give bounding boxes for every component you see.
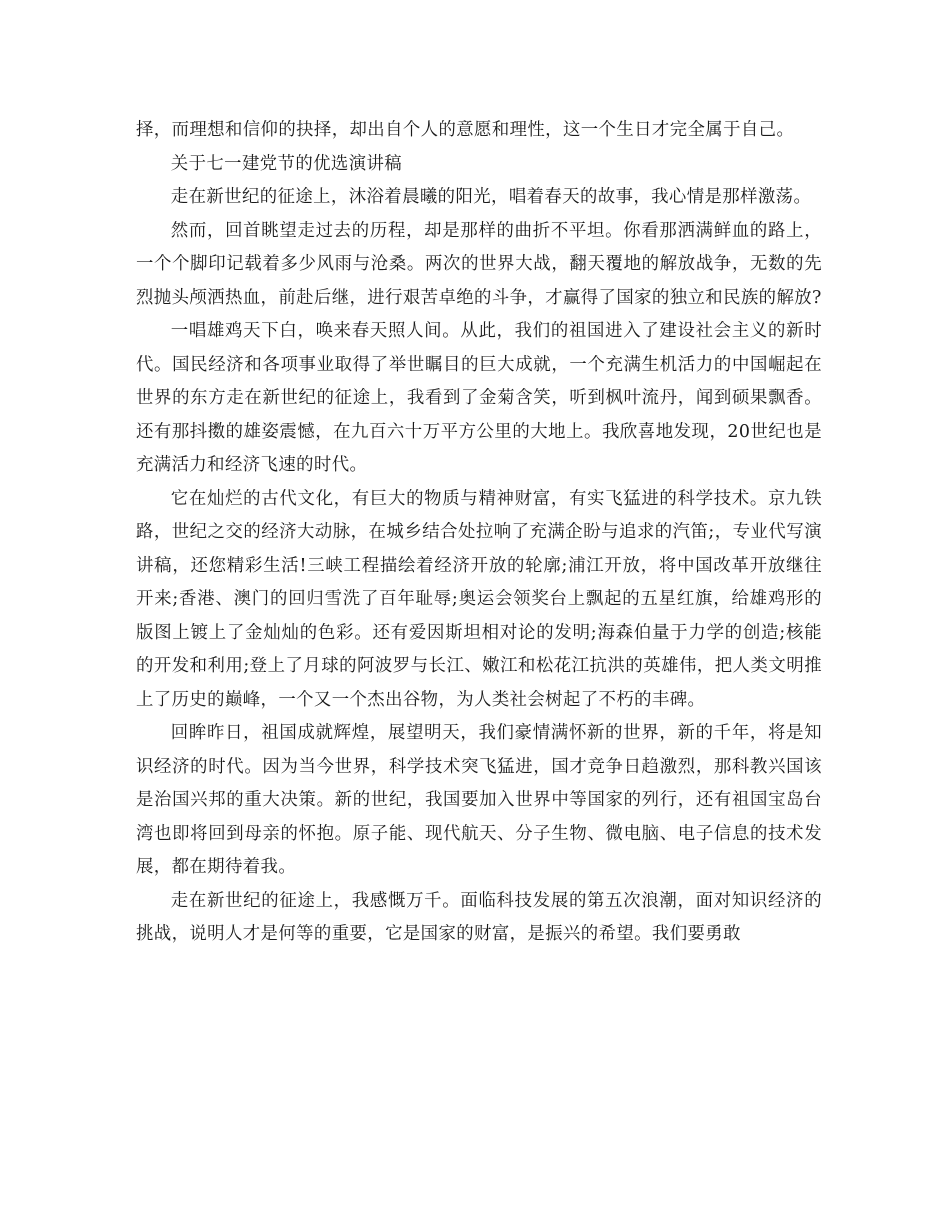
document-page [136, 114, 822, 952]
paragraph-continuation: 择，而理想和信仰的抉择，却出自个人的意愿和理性，这一个生日才完全属于自己。 [136, 120, 795, 140]
paragraph: 走在新世纪的征途上，我感慨万千。面临科技发展的第五次浪潮，面对知识经济的挑战，说明人才是何等的重要，它是国家的财富，是振兴的希望。我们要勇敢 [136, 890, 822, 944]
paragraph: 一唱雄鸡天下白，唤来春天照人间。从此，我们的祖国进入了建设社会主义的新时代。国民经济和各项事业取得了举世瞩目的巨大成就，一个充满生机活力的中国崛起在世界的东方走在新世纪的征途上，我看到了金菊含笑，听到枫叶流丹，闻到硕果飘香。还有那抖擞的雄姿震憾，在九百六十万平方公里的大地上。我欣喜地发现，20世纪也是充满活力和经济飞速的时代。 [136, 321, 822, 475]
paragraph: 回眸昨日，祖国成就辉煌，展望明天，我们豪情满怀新的世界，新的千年，将是知识经济的时代。因为当今世界，科学技术突飞猛进，国才竞争日趋激烈，那科教兴国该是治国兴邦的重大决策。新的世纪，我国要加入世界中等国家的列行，还有祖国宝岛台湾也即将回到母亲的怀抱。原子能、现代航天、分子生物、微电脑、电子信息的技术发展，都在期待着我。 [136, 723, 822, 877]
section-title: 关于七一建党节的优选演讲稿 [170, 153, 403, 174]
paragraph: 然而，回首眺望走过去的历程，却是那样的曲折不平坦。你看那洒满鲜血的路上，一个个脚印记载着多少风雨与沧桑。两次的世界大战，翻天覆地的解放战争，无数的先烈抛头颅洒热血，前赴后继，进行艰苦卓绝的斗争，才赢得了国家的独立和民族的解放? [136, 220, 822, 308]
paragraph: 它在灿烂的古代文化，有巨大的物质与精神财富，有实飞猛进的科学技术。京九铁路，世纪之交的经济大动脉，在城乡结合处拉响了充满企盼与追求的汽笛;，专业代写演讲稿，还您精彩生活!三峡工程描绘着经济开放的轮廓;浦江开放，将中国改革开放继往开来;香港、澳门的回归雪洗了百年耻辱;奥运会领奖台上飘起的五星红旗，给雄鸡形的版图上镀上了金灿灿的色彩。还有爱因斯坦相对论的发明;海森伯量于力学的创造;核能的开发和利用;登上了月球的阿波罗与长江、嫩江和松花江抗洪的英雄伟，把人类文明推上了历史的巅峰，一个又一个杰出谷物，为人类社会树起了不朽的丰碑。 [136, 488, 822, 710]
paragraph: 走在新世纪的征途上，沐浴着晨曦的阳光，唱着春天的故事，我心情是那样激荡。 [170, 187, 812, 207]
